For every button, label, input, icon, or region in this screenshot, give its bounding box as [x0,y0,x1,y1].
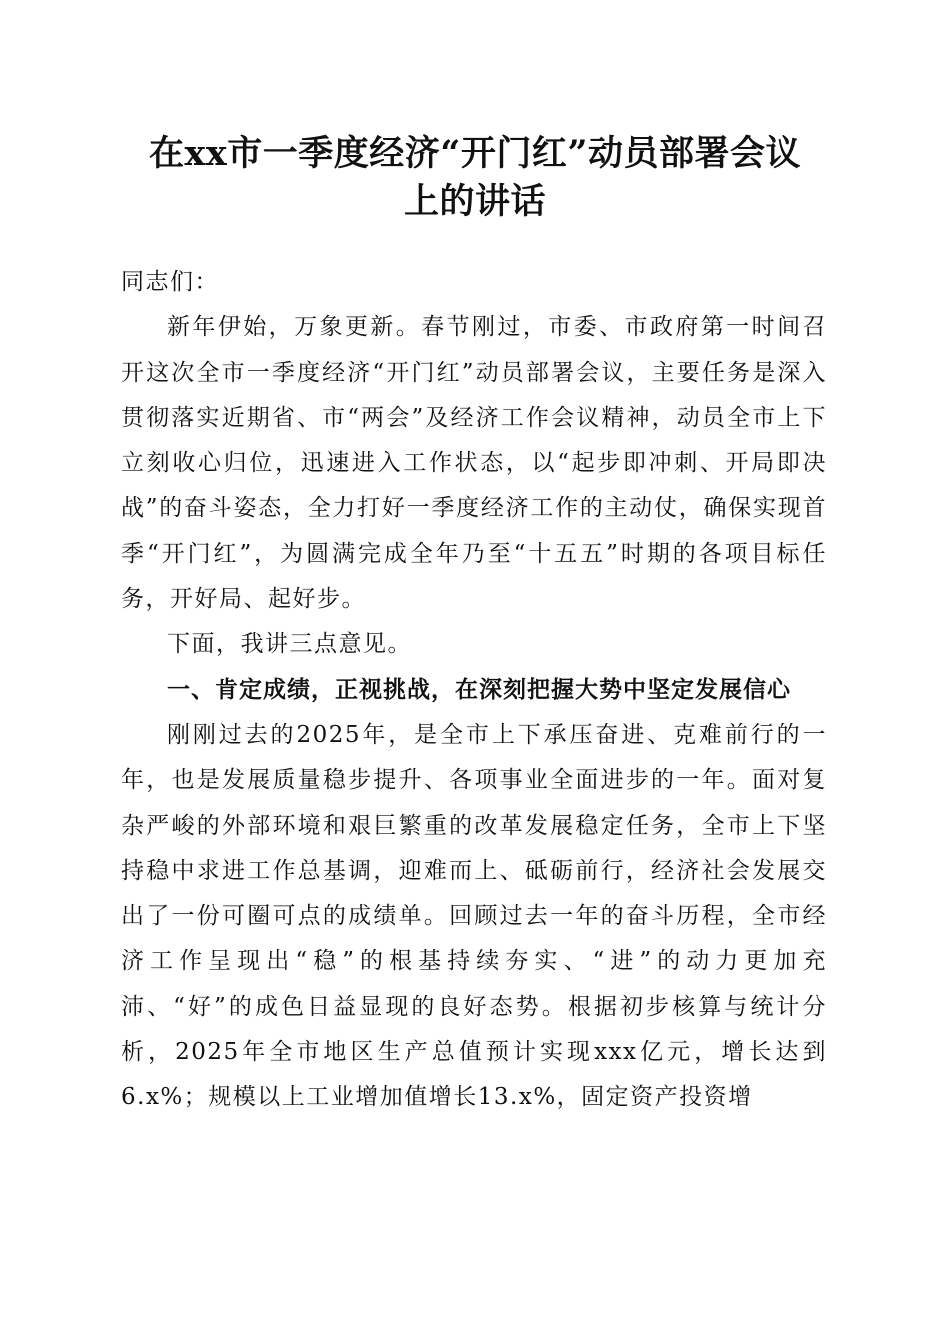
document-body [121,260,827,1121]
greeting: 同志们： [121,269,219,295]
title-line-2: 上的讲话 [403,181,546,222]
document-title [100,130,850,226]
section-1-paragraph: 刚刚过去的2025年，是全市上下承压奋进、克难前行的一年，也是发展质量稳步提升、各项事业全面进步的一年。面对复杂严峻的外部环境和艰巨繁重的改革发展稳定任务，全市上下坚持稳中求进工作总基调，迎难而上、砥砺前行，经济社会发展交出了一份可圈可点的成绩单。回顾过去一年的奋斗历程，全市经济工作呈现出“稳”的根基持续夯实、“进”的动力更加充沛、“好”的成色日益显现的良好态势。根据初步核算与统计分析，2025年全市地区生产总值预计实现xxx亿元，增长达到6.x%；规模以上工业增加值增长13.x%，固定资产投资增 [121,721,827,1111]
paragraph-outline: 下面，我讲三点意见。 [167,631,412,658]
paragraph-opening: 新年伊始，万象更新。春节刚过，市委、市政府第一时间召开这次全市一季度经济“开门红”动员部署会议，主要任务是深入贯彻落实近期省、市“两会”及经济工作会议精神，动员全市上下立刻收心归位，迅速进入工作状态，以“起步即冲刺、开局即决战”的奋斗姿态，全力打好一季度经济工作的主动仗，确保实现首季“开门红”，为圆满完成全年乃至“十五五”时期的各项目标任务，开好局、起好步。 [121,314,827,613]
title-line-1: 在xx市一季度经济“开门红”动员部署会议 [149,133,801,174]
section-1-heading: 一、肯定成绩，正视挑战，在深刻把握大势中坚定发展信心 [167,676,791,703]
